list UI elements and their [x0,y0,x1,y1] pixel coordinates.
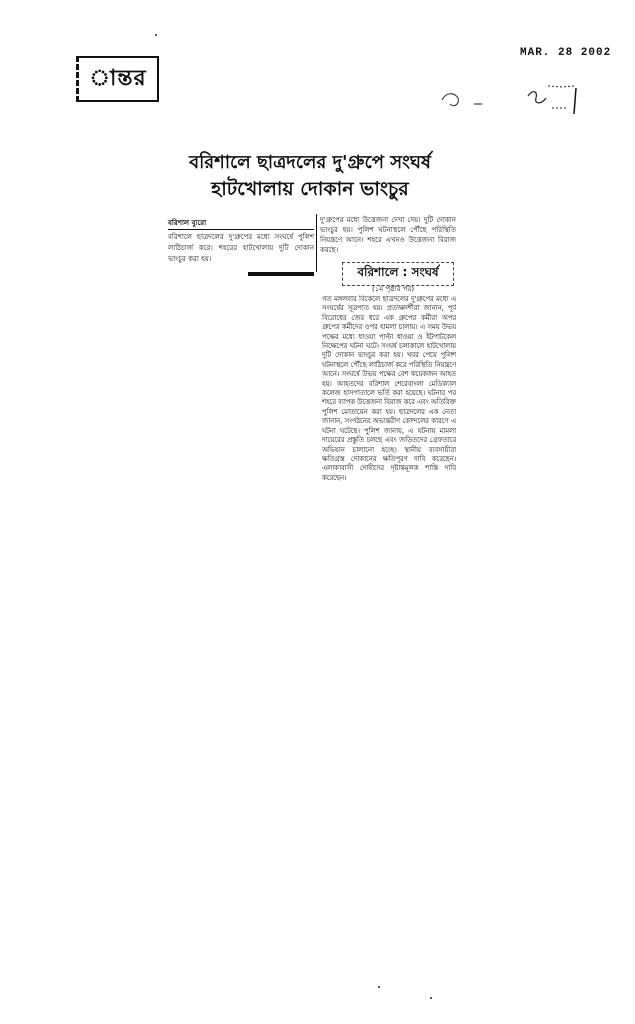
continued-page-ref: (১ম পৃষ্ঠার পর) [372,285,415,293]
newspaper-masthead: ান্তর [76,56,159,102]
date-stamp: MAR. 28 2002 [520,47,612,59]
headline-line-1: বরিশালে ছাত্রদলের দু'গ্রুপে সংঘর্ষ [189,152,431,173]
separator-bar [248,272,314,276]
pencil-mark [440,86,500,112]
lead-column [168,218,314,265]
body-paragraph: গত মঙ্গলবার বিকেলে ছাত্রদলের দু'গ্রুপের মধ্যে এ সংঘর্ষের সূত্রপাত হয়। প্রত্যক্ষদর্শীরা জানান, পূর্ব বিরোধের জের ধরে এক গ্রুপের কর্মীরা অপর গ্রুপের কর্মীদের ওপর হামলা চালায়। এ সময় উভয় পক্ষের মধ্যে ধাওয়া পাল্টা ধাওয়া ও ইটপাটকেল নিক্ষেপের ঘটনা ঘটে। সংঘর্ষ চলাকালে হাটখোলায় দুটি দোকান ভাংচুর করা হয়। খবর পেয়ে পুলিশ ঘটনাস্থলে পৌঁছে লাঠিচার্জ করে পরিস্থিতি নিয়ন্ত্রণে আনে। সংঘর্ষে উভয় পক্ষের বেশ কয়েকজন আহত হয়। আহতদের বরিশাল শেরেবাংলা মেডিক্যাল কলেজ হাসপাতালে ভর্তি করা হয়েছে। ঘটনার পর শহরে ব্যাপক উত্তেজনা বিরাজ করে এবং অতিরিক্ত পুলিশ মোতায়েন করা হয়। ছাত্রদলের এক নেতা জানান, সংগঠনের অভ্যন্তরীণ কোন্দলের কারণে এ ঘটনা ঘটেছে। পুলিশ জানায়, এ ঘটনায় মামলা দায়েরের প্রস্তুতি চলছে এবং জড়িতদের গ্রেফতারে অভিযান চালানো হচ্ছে। স্থানীয় ব্যবসায়ীরা ক্ষতিগ্রস্ত দোকানের ক্ষতিপূরণ দাবি করেছেন। এলাকাবাসী দোষীদের দৃষ্টান্তমূলক শাস্তি দাবি করেছেন। [322,295,456,482]
column-divider [316,214,317,272]
byline: বরিশাল ব্যুরো [168,218,314,230]
continued-body [322,295,456,695]
page-mark-scribble [522,78,592,118]
lead-paragraph: বরিশালে ছাত্রদলের দু'গ্রুপের মধ্যে সংঘর্ষে পুলিশ লাঠিচার্জ করে। শহরের হাটখোলায় দুটি দোকান ভাংচুর করা হয়। [168,233,314,263]
scan-speck [430,997,432,999]
continued-subhead: বরিশালে : সংঘর্ষ [342,262,454,286]
top-right-paragraph: দু'গ্রুপের মধ্যে উত্তেজনা দেখা দেয়। দুটি দোকান ভাংচুর হয়। পুলিশ ঘটনাস্থলে পৌঁছে পরিস্থিতি নিয়ন্ত্রণে আনে। শহরে এখনও উত্তেজনা বিরাজ করছে। [320,216,456,254]
scan-speck [155,34,157,36]
article-headline [160,150,460,202]
headline-line-2: হাটখোলায় দোকান ভাংচুর [211,178,409,200]
scan-speck [378,986,380,988]
